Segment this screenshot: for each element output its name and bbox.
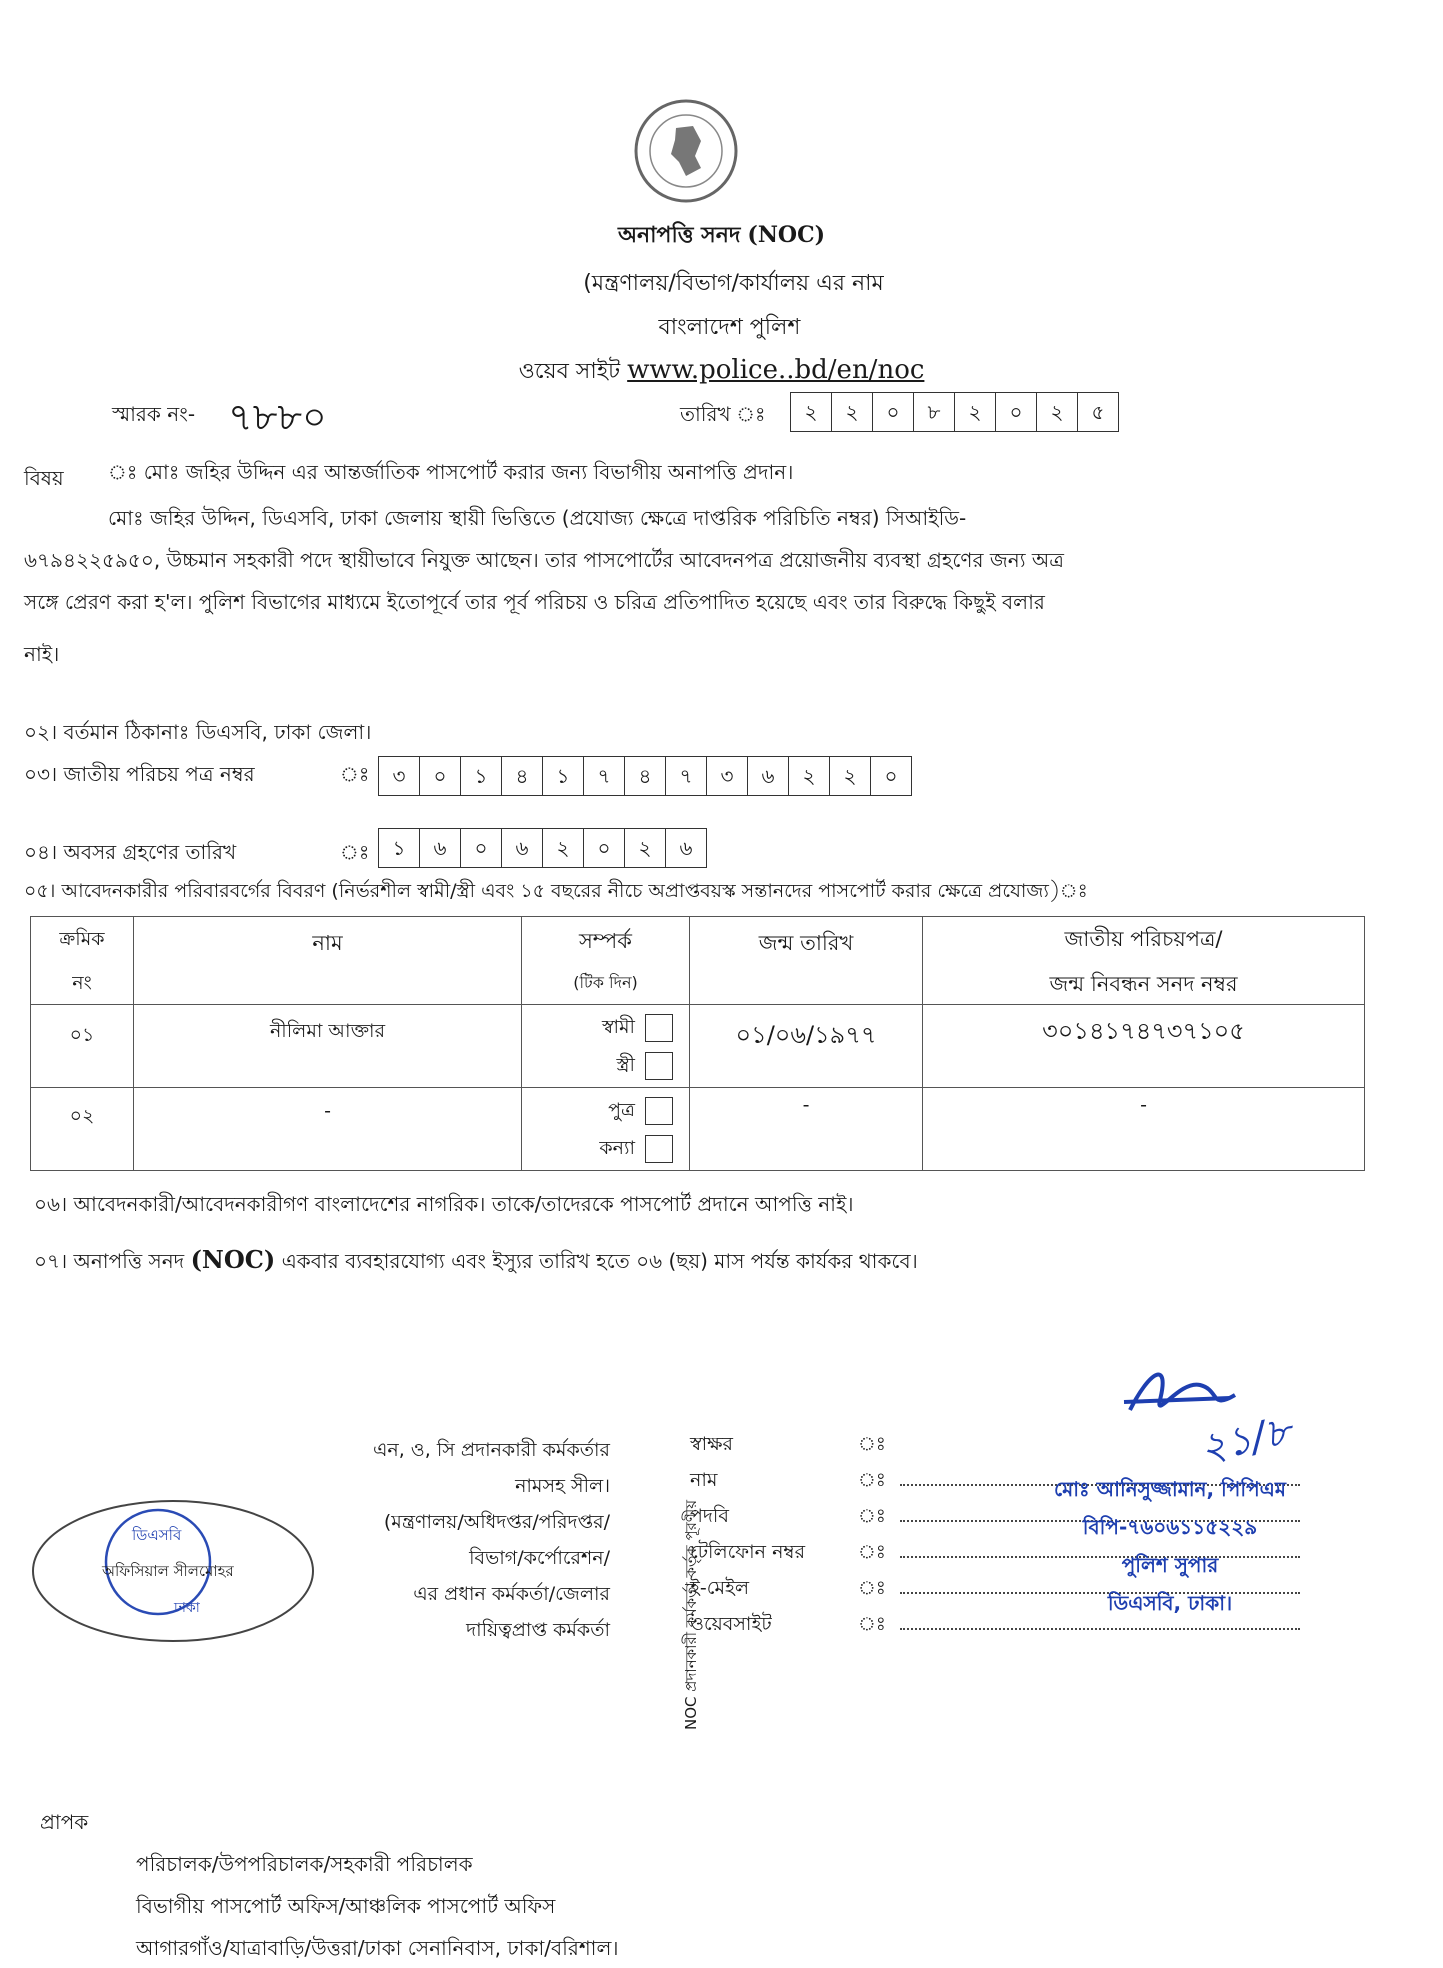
field-colon: ঃ — [858, 1541, 886, 1563]
memo-label: স্মারক নং- — [112, 402, 196, 426]
digit-box: ৭ — [666, 757, 707, 795]
field-dotted-line — [900, 1628, 1300, 1630]
header-name: নাম — [134, 917, 522, 1005]
digit-box: ০ — [996, 393, 1037, 431]
field-label: ওয়েবসাইট — [690, 1613, 772, 1635]
date-label: তারিখ ঃ — [680, 402, 766, 426]
row-dob: - — [690, 1088, 923, 1171]
recipient-label: প্রাপক — [40, 1810, 89, 1834]
department-name: বাংলাদেশ পুলিশ — [658, 315, 801, 340]
digit-box: ৬ — [420, 829, 461, 867]
header-nid: জাতীয় পরিচয়পত্র/ জন্ম নিবন্ধন সনদ নম্বর — [923, 917, 1365, 1005]
recipient-line-1: পরিচালক/উপপরিচালক/সহকারী পরিচালক — [136, 1852, 473, 1876]
item-07: ০৭। অনাপত্তি সনদ (NOC) একবার ব্যবহারযোগ্য এবং ইস্যুর তারিখ হতে ০৬ (ছয়) মাস পর্যন্ত কার্যকর থাকবে। — [34, 1245, 918, 1274]
row-name: নীলিমা আক্তার — [134, 1005, 522, 1088]
body-line-1: মোঃ জহির উদ্দিন, ডিএসবি, ঢাকা জেলায় স্থায়ী ভিত্তিতে (প্রযোজ্য ক্ষেত্রে দাপ্তরিক পরিচিতি নম্বর) সিআইডি- — [108, 506, 967, 530]
digit-box: ১ — [543, 757, 584, 795]
memo-number: ৭৮৮০ — [228, 395, 327, 439]
field-colon: ঃ — [858, 1577, 886, 1599]
item-05: ০৫। আবেদনকারীর পরিবারবর্গের বিবরণ (নির্ভরশীল স্বামী/স্ত্রী এবং ১৫ বছরের নীচে অপ্রাপ্তবয়স্ক সন্তানদের পাসপোর্ট করার ক্ষেত্রে প্রযোজ্য)ঃ — [24, 880, 1088, 902]
item-02: ০২। বর্তমান ঠিকানাঃ ডিএসবি, ঢাকা জেলা। — [24, 720, 372, 744]
row-relation: স্বামী স্ত্রী — [522, 1005, 690, 1088]
body-line-2: ৬৭৯৪২২৫৯৫০, উচ্চমান সহকারী পদে স্থায়ীভাবে নিযুক্ত আছেন। তার পাসপোর্টের আবেদনপত্র প্রয়োজনীয় ব্যবস্থা গ্রহণের জন্য অত্র — [24, 548, 1064, 572]
digit-box: ২ — [955, 393, 996, 431]
vertical-note: NOC প্রদানকারী কর্মকর্তা কর্তৃক পূরণীয় — [682, 1499, 700, 1730]
digit-box: ৪ — [502, 757, 543, 795]
item-06: ০৬। আবেদনকারী/আবেদনকারীগণ বাংলাদেশের নাগরিক। তাকে/তাদেরকে পাসপোর্ট প্রদানে আপত্তি নাই। — [34, 1192, 854, 1216]
digit-box: ১ — [379, 829, 420, 867]
row-nid: ৩০১৪১৭৪৭৩৭১০৫ — [923, 1005, 1365, 1088]
subject-label: বিষয় — [24, 466, 64, 490]
table-row — [31, 1005, 1365, 1088]
family-table — [30, 916, 1365, 1171]
row-serial: ০১ — [31, 1005, 134, 1088]
row-nid: - — [923, 1088, 1365, 1171]
checkbox-husband[interactable] — [645, 1014, 673, 1042]
digit-box: ২ — [832, 393, 873, 431]
item-03-colon: ঃ — [340, 762, 370, 786]
field-label: স্বাক্ষর — [690, 1433, 733, 1455]
digit-box: ৬ — [502, 829, 543, 867]
page-title: অনাপত্তি সনদ (NOC) — [617, 222, 826, 248]
digit-box: ৩ — [379, 757, 420, 795]
digit-box: ০ — [873, 393, 914, 431]
checkbox-daughter[interactable] — [645, 1135, 673, 1163]
header-dob: জন্ম তারিখ — [690, 917, 923, 1005]
row-relation: পুত্র কন্যা — [522, 1088, 690, 1171]
recipient-line-2: বিভাগীয় পাসপোর্ট অফিস/আঞ্চলিক পাসপোর্ট অফিস — [136, 1894, 556, 1918]
signature-date: ২১/৮ — [1195, 1408, 1295, 1473]
digit-box: ৬ — [748, 757, 789, 795]
field-row — [690, 1430, 1430, 1464]
table-row — [31, 1088, 1365, 1171]
digit-box: ০ — [461, 829, 502, 867]
officer-block: এন, ও, সি প্রদানকারী কর্মকর্তার নামসহ সীল। (মন্ত্রণালয়/অধিদপ্তর/পরিদপ্তর/ বিভাগ/কর্পোরেশন/ এর প্রধান কর্মকর্তা/জেলার দায়িত্বপ্রাপ্ত কর্মকর্তা — [372, 1439, 610, 1641]
row-serial: ০২ — [31, 1088, 134, 1171]
item-03-label: ০৩। জাতীয় পরিচয় পত্র নম্বর — [24, 762, 255, 786]
checkbox-wife[interactable] — [645, 1052, 673, 1080]
digit-box: ০ — [420, 757, 461, 795]
subject-text: ঃ মোঃ জহির উদ্দিন এর আন্তর্জাতিক পাসপোর্ট করার জন্য বিভাগীয় অনাপত্তি প্রদান। — [108, 460, 794, 484]
digit-box: ০ — [584, 829, 625, 867]
digit-box: ৮ — [914, 393, 955, 431]
field-label: পদবি — [690, 1505, 729, 1527]
digit-box: ২ — [789, 757, 830, 795]
body-line-3: সঙ্গে প্রেরণ করা হ'ল। পুলিশ বিভাগের মাধ্যমে ইতোপূর্বে তার পূর্ব পরিচয় ও চরিত্র প্রতিপাদিত হয়েছে এবং তার বিরুদ্ধে কিছুই বলার — [24, 590, 1045, 614]
digit-box: ৪ — [625, 757, 666, 795]
row-dob: ০১/০৬/১৯৭৭ — [690, 1005, 923, 1088]
digit-box: ১ — [461, 757, 502, 795]
field-label: ই-মেইল — [690, 1577, 750, 1599]
field-colon: ঃ — [858, 1433, 886, 1455]
digit-box: ২ — [791, 393, 832, 431]
digit-box: ০ — [884, 764, 898, 788]
recipient-line-3: আগারগাঁও/যাত্রাবাড়ি/উত্তরা/ঢাকা সেনানিবাস, ঢাকা/বরিশাল। — [136, 1936, 619, 1960]
digit-box: ৫ — [1091, 400, 1105, 424]
digit-box: ৩ — [707, 757, 748, 795]
ministry-name: (মন্ত্রণালয়/বিভাগ/কার্যালয় এর নাম — [583, 271, 884, 296]
field-label: টেলিফোন নম্বর — [690, 1541, 806, 1563]
field-colon: ঃ — [858, 1613, 886, 1635]
field-colon: ঃ — [858, 1505, 886, 1527]
field-colon: ঃ — [858, 1469, 886, 1491]
officer-stamp: মোঃ আনিসুজ্জামান, পিপিএম বিপি-৭৬০৬১১৫২২৯ পুলিশ সুপার ডিএসবি, ঢাকা। — [1054, 1477, 1286, 1615]
nid-boxes — [378, 756, 912, 796]
retire-boxes — [378, 828, 707, 868]
body-line-4: নাই। — [24, 642, 60, 666]
date-boxes — [790, 392, 1119, 432]
government-logo — [631, 96, 741, 206]
digit-box: ৭ — [584, 757, 625, 795]
digit-box: ২ — [625, 829, 666, 867]
item-04-label: ০৪। অবসর গ্রহণের তারিখ — [24, 840, 237, 864]
digit-box: ২ — [830, 757, 871, 795]
field-label: নাম — [690, 1469, 718, 1491]
digit-box: ২ — [1037, 393, 1078, 431]
digit-box: ২ — [543, 829, 584, 867]
row-name: - — [134, 1088, 522, 1171]
checkbox-son[interactable] — [645, 1097, 673, 1125]
item-04-colon: ঃ — [340, 840, 370, 864]
header-serial: ক্রমিক নং — [31, 917, 134, 1005]
header-relation: সম্পর্ক (টিক দিন) — [522, 917, 690, 1005]
digit-box: ৬ — [679, 836, 693, 860]
website-line: ওয়েব সাইট www.police..bd/en/noc — [518, 355, 925, 385]
official-seal: ডিএসবি অফিসিয়াল সীলমোহর ঢাকা — [28, 1496, 318, 1646]
